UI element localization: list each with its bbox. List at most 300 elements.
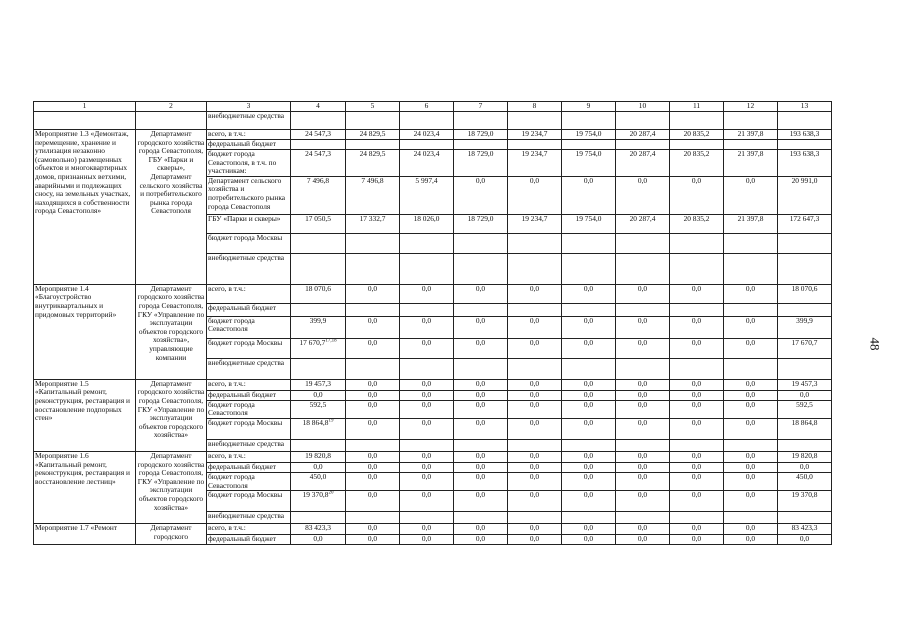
value-text: 0,0 bbox=[421, 451, 432, 460]
value-text: 193 638,3 bbox=[789, 129, 820, 138]
value-text: 0,0 bbox=[529, 176, 540, 185]
value-cell bbox=[724, 214, 778, 233]
value-text: 0,0 bbox=[745, 451, 756, 460]
value-cell bbox=[670, 462, 724, 472]
source-cell: ГБУ «Парки и скверы» bbox=[207, 214, 291, 233]
value-cell bbox=[454, 451, 508, 462]
value-text: 0,0 bbox=[529, 462, 540, 471]
value-text: 20 835,2 bbox=[683, 129, 710, 138]
value-cell bbox=[670, 379, 724, 390]
value-cell bbox=[670, 214, 724, 233]
value-text: 18 070,6 bbox=[791, 284, 818, 293]
value-cell bbox=[670, 233, 724, 253]
footnote-marker: 17,18 bbox=[325, 338, 337, 344]
value-cell bbox=[562, 439, 616, 451]
value-cell bbox=[400, 462, 454, 472]
executor-cell: Департамент городского bbox=[136, 524, 207, 545]
value-text: 0,0 bbox=[745, 379, 756, 388]
value-text: 24 547,3 bbox=[305, 129, 331, 138]
value-cell bbox=[616, 214, 670, 233]
value-cell bbox=[508, 400, 562, 418]
value-text: 0,0 bbox=[367, 523, 378, 533]
value-cell bbox=[400, 472, 454, 490]
value-cell bbox=[508, 316, 562, 338]
value-text: 19 370,8 bbox=[791, 490, 818, 500]
value-text: 20 287,4 bbox=[629, 214, 656, 223]
value-cell bbox=[400, 379, 454, 390]
value-cell bbox=[346, 451, 400, 462]
value-text: 0,0 bbox=[691, 390, 702, 399]
value-cell bbox=[778, 390, 832, 400]
value-cell bbox=[346, 358, 400, 379]
value-cell bbox=[724, 140, 778, 150]
value-text: 0,0 bbox=[421, 338, 432, 347]
value-text: 0,0 bbox=[421, 400, 432, 409]
value-text: 0,0 bbox=[583, 400, 594, 409]
value-text: 0,0 bbox=[367, 451, 378, 460]
value-text: 0,0 bbox=[529, 284, 540, 293]
value-text: 0,0 bbox=[637, 451, 648, 460]
table-row bbox=[34, 524, 832, 535]
value-cell bbox=[778, 112, 832, 130]
value-cell bbox=[562, 303, 616, 316]
source-cell: внебюджетные средства bbox=[207, 112, 291, 130]
value-text: 0,0 bbox=[421, 390, 432, 399]
executor-cell: Департамент городского хозяйства города Севастополя, ГБУ «Парки и скверы», Департамент сельского хозяйства и потребительского рынка города Севастополя bbox=[136, 130, 207, 285]
value-cell bbox=[400, 451, 454, 462]
value-cell bbox=[616, 439, 670, 451]
value-cell bbox=[562, 462, 616, 472]
value-text: 0,0 bbox=[583, 472, 594, 481]
value-text: 0,0 bbox=[475, 462, 486, 471]
value-cell bbox=[508, 390, 562, 400]
source-cell: бюджет города Москвы bbox=[207, 338, 291, 358]
value-cell bbox=[346, 524, 400, 535]
value-cell bbox=[724, 253, 778, 284]
value-text: 450,0 bbox=[309, 472, 327, 481]
value-cell bbox=[562, 112, 616, 130]
value-cell bbox=[346, 512, 400, 524]
value-cell bbox=[454, 112, 508, 130]
value-text: 0,0 bbox=[691, 534, 702, 544]
value-text: 0,0 bbox=[421, 472, 432, 481]
source-cell: всего, в т.ч.: bbox=[207, 130, 291, 140]
value-text: 0,0 bbox=[637, 379, 648, 388]
value-cell bbox=[670, 491, 724, 512]
value-cell bbox=[778, 418, 832, 439]
value-cell bbox=[400, 253, 454, 284]
value-cell bbox=[400, 150, 454, 177]
value-cell bbox=[778, 284, 832, 303]
value-cell bbox=[562, 390, 616, 400]
header-cell: 7 bbox=[454, 102, 508, 112]
value-cell bbox=[724, 379, 778, 390]
value-text: 0,0 bbox=[529, 379, 540, 388]
value-text: 0,0 bbox=[421, 490, 432, 500]
value-cell bbox=[400, 316, 454, 338]
value-cell bbox=[508, 214, 562, 233]
value-cell bbox=[778, 176, 832, 214]
value-cell bbox=[291, 316, 346, 338]
value-cell bbox=[778, 512, 832, 524]
value-cell bbox=[400, 112, 454, 130]
source-cell: федеральный бюджет bbox=[207, 462, 291, 472]
header-cell: 5 bbox=[346, 102, 400, 112]
value-cell bbox=[291, 303, 346, 316]
value-text: 19 820,8 bbox=[791, 451, 818, 460]
activity-cell: Мероприятие 1.6 «Капитальный ремонт, реконструкция, реставрация и восстановление лестниц» bbox=[34, 451, 136, 523]
value-cell bbox=[346, 214, 400, 233]
value-cell bbox=[616, 338, 670, 358]
value-cell bbox=[346, 253, 400, 284]
footnote-marker: 19 bbox=[328, 418, 334, 424]
value-text: 83 423,3 bbox=[791, 523, 818, 533]
value-cell bbox=[724, 150, 778, 177]
value-text: 0,0 bbox=[691, 400, 702, 409]
value-text: 0,0 bbox=[421, 523, 432, 533]
value-text: 0,0 bbox=[475, 379, 486, 388]
value-text: 0,0 bbox=[313, 534, 323, 544]
value-text: 19 457,3 bbox=[305, 379, 331, 388]
value-text: 0,0 bbox=[691, 379, 702, 388]
value-cell bbox=[562, 400, 616, 418]
value-text: 0,0 bbox=[421, 534, 432, 544]
value-text: 0,0 bbox=[637, 534, 648, 544]
source-cell: бюджет города Севастополя bbox=[207, 400, 291, 418]
value-text: 17 670,7 bbox=[791, 338, 818, 347]
value-cell bbox=[400, 130, 454, 140]
value-cell bbox=[400, 303, 454, 316]
value-cell bbox=[670, 390, 724, 400]
value-cell bbox=[454, 462, 508, 472]
value-text: 0,0 bbox=[691, 462, 702, 471]
value-cell bbox=[778, 253, 832, 284]
value-text: 18 070,6 bbox=[305, 284, 331, 293]
value-cell bbox=[291, 130, 346, 140]
value-cell bbox=[724, 418, 778, 439]
value-text: 0,0 bbox=[475, 490, 486, 500]
value-cell bbox=[508, 150, 562, 177]
value-cell bbox=[778, 338, 832, 358]
value-text: 0,0 bbox=[691, 284, 702, 293]
value-text: 18 729,0 bbox=[467, 149, 494, 158]
value-cell bbox=[616, 418, 670, 439]
header-cell: 10 bbox=[616, 102, 670, 112]
value-cell bbox=[291, 140, 346, 150]
source-cell: Департамент сельского хозяйства и потребительского рынка города Севастополя bbox=[207, 176, 291, 214]
value-cell bbox=[400, 338, 454, 358]
source-cell: бюджет города Севастополя bbox=[207, 472, 291, 490]
value-cell bbox=[291, 524, 346, 535]
value-cell bbox=[562, 472, 616, 490]
value-text: 0,0 bbox=[529, 338, 540, 347]
source-cell: бюджет города Севастополя, в т.ч. по участникам: bbox=[207, 150, 291, 177]
value-cell bbox=[562, 253, 616, 284]
value-cell bbox=[724, 112, 778, 130]
value-cell bbox=[778, 472, 832, 490]
value-text: 0,0 bbox=[745, 176, 756, 185]
value-cell bbox=[616, 303, 670, 316]
value-cell bbox=[724, 176, 778, 214]
value-cell bbox=[454, 316, 508, 338]
value-text: 0,0 bbox=[583, 418, 594, 427]
value-cell bbox=[454, 150, 508, 177]
value-cell bbox=[616, 390, 670, 400]
value-text: 0,0 bbox=[691, 523, 702, 533]
value-text: 0,0 bbox=[475, 284, 486, 293]
value-text: 19 457,3 bbox=[791, 379, 818, 388]
value-cell bbox=[291, 535, 346, 545]
value-text: 592,5 bbox=[796, 400, 813, 409]
value-text: 0,0 bbox=[799, 462, 810, 471]
value-cell bbox=[346, 462, 400, 472]
value-text: 24 023,4 bbox=[413, 129, 440, 138]
value-cell bbox=[670, 176, 724, 214]
source-cell: внебюджетные средства bbox=[207, 253, 291, 284]
value-cell bbox=[346, 400, 400, 418]
value-cell bbox=[346, 316, 400, 338]
value-cell bbox=[454, 214, 508, 233]
value-text: 18 864,8 bbox=[302, 418, 329, 427]
source-cell: всего, в т.ч.: bbox=[207, 451, 291, 462]
value-text: 0,0 bbox=[421, 316, 432, 325]
value-text: 0,0 bbox=[529, 451, 540, 460]
value-text: 20 287,4 bbox=[629, 129, 656, 138]
value-cell bbox=[454, 338, 508, 358]
value-cell bbox=[508, 418, 562, 439]
funding-table bbox=[33, 101, 832, 545]
value-cell bbox=[670, 112, 724, 130]
value-text: 0,0 bbox=[475, 400, 486, 409]
value-cell bbox=[562, 358, 616, 379]
value-cell bbox=[562, 176, 616, 214]
value-cell bbox=[508, 472, 562, 490]
value-cell bbox=[562, 130, 616, 140]
value-text: 399,9 bbox=[796, 316, 813, 325]
value-cell bbox=[670, 418, 724, 439]
value-cell bbox=[778, 358, 832, 379]
value-text: 399,9 bbox=[309, 316, 327, 325]
value-cell bbox=[724, 535, 778, 545]
value-cell bbox=[724, 338, 778, 358]
value-text: 0,0 bbox=[475, 176, 486, 185]
value-cell bbox=[616, 316, 670, 338]
value-text: 21 397,8 bbox=[737, 129, 764, 138]
value-cell bbox=[454, 400, 508, 418]
value-cell bbox=[291, 472, 346, 490]
value-cell bbox=[346, 303, 400, 316]
value-text: 0,0 bbox=[691, 472, 702, 481]
value-text: 17 332,7 bbox=[359, 214, 386, 223]
value-cell bbox=[346, 338, 400, 358]
value-cell bbox=[778, 150, 832, 177]
value-cell bbox=[778, 140, 832, 150]
table-row bbox=[34, 451, 832, 462]
header-cell: 4 bbox=[291, 102, 346, 112]
value-text: 0,0 bbox=[637, 338, 648, 347]
value-cell bbox=[562, 524, 616, 535]
value-text: 0,0 bbox=[367, 338, 378, 347]
value-text: 19 820,8 bbox=[305, 451, 331, 460]
value-cell bbox=[454, 418, 508, 439]
header-cell: 13 bbox=[778, 102, 832, 112]
value-cell bbox=[724, 400, 778, 418]
value-cell bbox=[454, 253, 508, 284]
value-text: 19 754,0 bbox=[575, 214, 602, 223]
value-cell bbox=[562, 491, 616, 512]
value-text: 0,0 bbox=[583, 462, 594, 471]
source-cell: бюджет города Москвы bbox=[207, 418, 291, 439]
value-cell bbox=[508, 462, 562, 472]
value-cell bbox=[616, 150, 670, 177]
header-cell: 2 bbox=[136, 102, 207, 112]
activity-cell: Мероприятие 1.5 «Капитальный ремонт, реконструкция, реставрация и восстановление подпорных стен» bbox=[34, 379, 136, 451]
table-row bbox=[34, 284, 832, 303]
value-cell bbox=[400, 176, 454, 214]
value-cell bbox=[508, 439, 562, 451]
source-cell: федеральный бюджет bbox=[207, 390, 291, 400]
value-text: 0,0 bbox=[637, 490, 648, 500]
value-text: 5 997,4 bbox=[415, 176, 438, 185]
value-cell bbox=[778, 400, 832, 418]
value-cell bbox=[724, 358, 778, 379]
value-cell bbox=[508, 512, 562, 524]
value-cell bbox=[454, 379, 508, 390]
value-text: 450,0 bbox=[796, 472, 813, 481]
source-cell: всего, в т.ч.: bbox=[207, 379, 291, 390]
value-text: 0,0 bbox=[421, 284, 432, 293]
activity-cell: Мероприятие 1.4 «Благоустройство внутриквартальных и придомовых территорий» bbox=[34, 284, 136, 379]
value-cell bbox=[616, 472, 670, 490]
value-cell bbox=[616, 176, 670, 214]
value-cell bbox=[562, 233, 616, 253]
source-cell: бюджет города Москвы bbox=[207, 233, 291, 253]
value-text: 20 287,4 bbox=[629, 149, 656, 158]
value-text: 0,0 bbox=[529, 490, 540, 500]
value-cell bbox=[616, 535, 670, 545]
value-text: 7 496,8 bbox=[361, 176, 384, 185]
value-text: 0,0 bbox=[367, 418, 378, 427]
value-cell bbox=[291, 400, 346, 418]
value-cell bbox=[562, 338, 616, 358]
value-cell bbox=[291, 379, 346, 390]
value-text: 0,0 bbox=[745, 462, 756, 471]
value-text: 0,0 bbox=[313, 390, 323, 399]
value-text: 0,0 bbox=[583, 534, 594, 544]
value-cell bbox=[346, 439, 400, 451]
value-text: 0,0 bbox=[475, 316, 486, 325]
source-cell: внебюджетные средства bbox=[207, 512, 291, 524]
value-text: 0,0 bbox=[691, 451, 702, 460]
value-text: 0,0 bbox=[367, 490, 378, 500]
value-text: 19 234,7 bbox=[521, 214, 548, 223]
value-cell bbox=[616, 253, 670, 284]
value-text: 0,0 bbox=[583, 390, 594, 399]
value-cell bbox=[454, 524, 508, 535]
value-cell bbox=[616, 462, 670, 472]
value-text: 18 026,0 bbox=[413, 214, 440, 223]
value-text: 19 754,0 bbox=[575, 129, 602, 138]
value-cell bbox=[454, 472, 508, 490]
value-cell bbox=[616, 491, 670, 512]
value-cell bbox=[724, 130, 778, 140]
value-cell bbox=[778, 451, 832, 462]
value-cell bbox=[670, 140, 724, 150]
value-cell bbox=[562, 512, 616, 524]
value-cell bbox=[291, 390, 346, 400]
value-text: 0,0 bbox=[745, 390, 756, 399]
value-cell bbox=[400, 524, 454, 535]
value-text: 83 423,3 bbox=[305, 523, 331, 533]
value-text: 0,0 bbox=[475, 523, 486, 533]
value-text: 24 547,3 bbox=[305, 149, 331, 158]
value-text: 24 829,5 bbox=[359, 129, 386, 138]
value-text: 0,0 bbox=[367, 534, 378, 544]
value-cell bbox=[508, 176, 562, 214]
value-text: 0,0 bbox=[745, 284, 756, 293]
value-text: 21 397,8 bbox=[737, 149, 764, 158]
value-text: 193 638,3 bbox=[789, 149, 820, 158]
source-cell: всего, в т.ч.: bbox=[207, 524, 291, 535]
value-text: 0,0 bbox=[367, 400, 378, 409]
value-text: 0,0 bbox=[421, 462, 432, 471]
value-cell bbox=[346, 176, 400, 214]
value-cell bbox=[400, 358, 454, 379]
value-cell bbox=[454, 140, 508, 150]
value-cell bbox=[724, 303, 778, 316]
value-text: 0,0 bbox=[583, 451, 594, 460]
value-cell bbox=[508, 233, 562, 253]
value-cell bbox=[562, 140, 616, 150]
value-text: 0,0 bbox=[583, 523, 594, 533]
value-text: 0,0 bbox=[637, 400, 648, 409]
value-cell bbox=[778, 535, 832, 545]
value-cell bbox=[291, 253, 346, 284]
value-cell bbox=[508, 284, 562, 303]
value-cell bbox=[454, 233, 508, 253]
value-text: 0,0 bbox=[367, 379, 378, 388]
value-text: 0,0 bbox=[637, 390, 648, 399]
value-text: 0,0 bbox=[637, 284, 648, 293]
table-row bbox=[34, 379, 832, 390]
value-text: 0,0 bbox=[529, 472, 540, 481]
executor-cell: Департамент городского хозяйства города Севастополя, ГКУ «Управление по эксплуатации объектов городского хозяйства» bbox=[136, 451, 207, 523]
value-cell bbox=[562, 451, 616, 462]
value-text: 0,0 bbox=[475, 390, 486, 399]
value-cell bbox=[616, 451, 670, 462]
value-cell bbox=[346, 379, 400, 390]
value-cell bbox=[454, 439, 508, 451]
header-cell: 11 bbox=[670, 102, 724, 112]
value-cell bbox=[724, 284, 778, 303]
value-text: 0,0 bbox=[745, 523, 756, 533]
value-cell bbox=[562, 418, 616, 439]
value-cell bbox=[508, 140, 562, 150]
value-text: 19 234,7 bbox=[521, 129, 548, 138]
value-text: 0,0 bbox=[583, 490, 594, 500]
value-text: 0,0 bbox=[799, 534, 810, 544]
value-cell bbox=[562, 214, 616, 233]
value-cell bbox=[291, 112, 346, 130]
value-cell bbox=[562, 284, 616, 303]
value-text: 0,0 bbox=[745, 338, 756, 347]
value-cell bbox=[670, 303, 724, 316]
value-cell bbox=[291, 418, 346, 439]
value-text: 0,0 bbox=[691, 338, 702, 347]
value-cell bbox=[616, 379, 670, 390]
value-text: 0,0 bbox=[367, 284, 378, 293]
value-cell bbox=[778, 379, 832, 390]
